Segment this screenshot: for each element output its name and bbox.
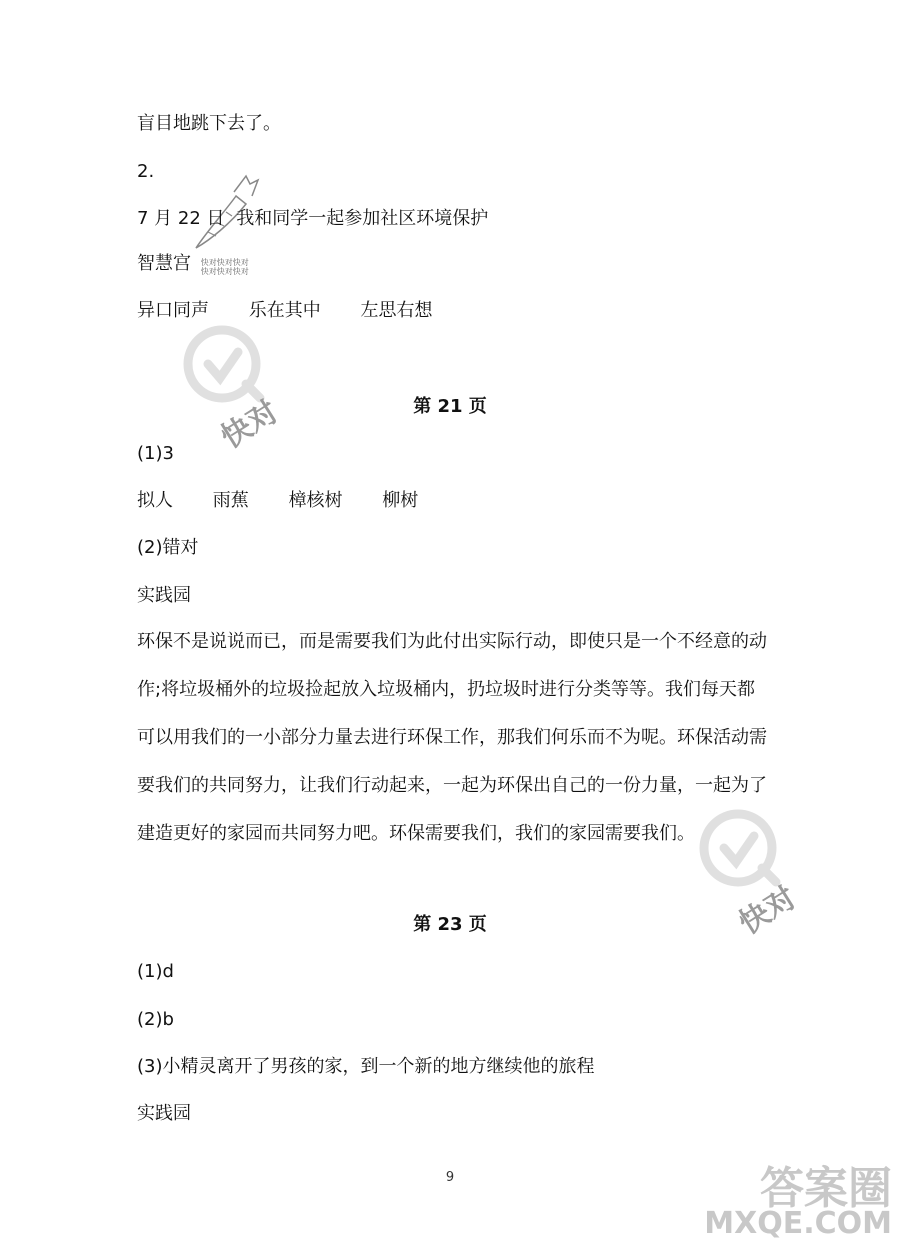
answer-line: (2)b xyxy=(137,1009,174,1030)
answer-line: (1)3 xyxy=(137,443,174,464)
watermark-small-line: 快对快对快对 xyxy=(200,258,249,267)
watermark-text: 快对 xyxy=(733,880,803,942)
watermark-small-text xyxy=(201,258,249,276)
word-item: 柳树 xyxy=(382,490,419,511)
date: 7 月 22 日 xyxy=(137,208,225,229)
text-line: 盲目地跳下去了。 xyxy=(137,113,281,134)
section-label: 智慧宫 xyxy=(137,253,191,274)
word-list xyxy=(137,489,418,513)
section-heading: 第 21 页 xyxy=(413,396,487,417)
idiom-item: 乐在其中 xyxy=(248,300,321,321)
answer-line: (2)错对 xyxy=(137,537,199,558)
paragraph-line: 可以用我们的一小部分力量去进行环保工作，那我们何乐而不为呢。环保活动需 xyxy=(137,727,767,748)
paragraph-line: 环保不是说说而已，而是需要我们为此付出实际行动，即使只是一个不经意的动 xyxy=(137,631,767,652)
idiom-item: 左思右想 xyxy=(360,300,433,321)
text-fragment: 我和同学一起参加社区环境保护 xyxy=(236,208,489,229)
idiom-list xyxy=(137,299,432,323)
paragraph-line: 建造更好的家园而共同努力吧。环保需要我们，我们的家园需要我们。 xyxy=(137,823,695,844)
text-line xyxy=(137,207,488,231)
text-line xyxy=(137,252,249,276)
word-item: 雨蕉 xyxy=(212,490,249,511)
watermark-text: 快对 xyxy=(215,394,285,456)
section-label: 实践园 xyxy=(137,585,191,606)
answer-line: (3)小精灵离开了男孩的家，到一个新的地方继续他的旅程 xyxy=(137,1056,595,1077)
section-heading: 第 23 页 xyxy=(413,914,487,935)
paragraph-line: 作;将垃圾桶外的垃圾捡起放入垃圾桶内，扔垃圾时进行分类等等。我们每天都 xyxy=(137,679,756,700)
brand-watermark-top: 答案圈 xyxy=(760,1163,892,1214)
page-number: 9 xyxy=(445,1170,455,1185)
answer-line: (1)d xyxy=(137,961,174,982)
word-item: 拟人 xyxy=(137,490,173,511)
question-number: 2. xyxy=(137,161,155,182)
paragraph-line: 要我们的共同努力，让我们行动起来，一起为环保出自己的一份力量，一起为了 xyxy=(137,775,767,796)
idiom-item: 异口同声 xyxy=(137,300,209,321)
paragraph xyxy=(137,618,777,858)
brand-watermark-bottom: MXQE.COM xyxy=(704,1206,892,1241)
watermark-small-line: 快对快对快对 xyxy=(200,267,249,276)
section-label: 实践园 xyxy=(137,1103,191,1124)
word-item: 樟核树 xyxy=(288,490,343,511)
